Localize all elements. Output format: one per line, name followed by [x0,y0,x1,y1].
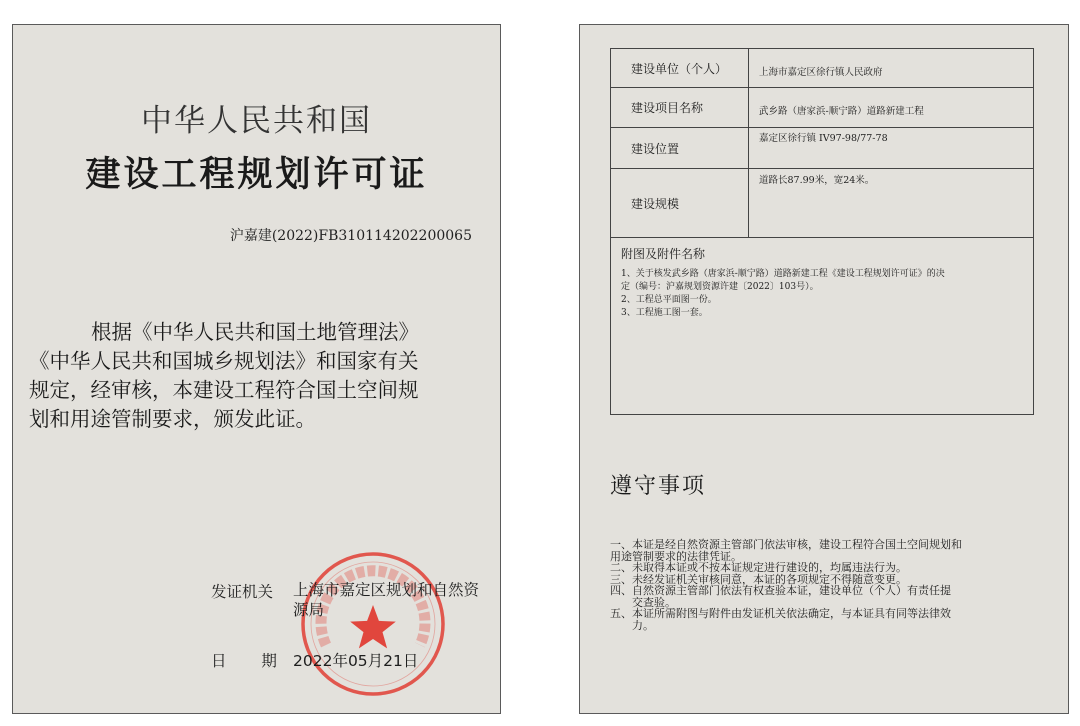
body-line: 划和用途管制要求，颁发此证。 [29,407,316,431]
table-row [611,169,1033,238]
note-line: 二、未取得本证或不按本证规定进行建设的，均属违法行为。 [610,561,907,574]
table-row [611,88,1033,128]
note-line: 一、本证是经自然资源主管部门依法审核，建设工程符合国土空间规划和 [610,538,962,551]
issue-date: 2022年05月21日 [293,652,419,670]
attachments-list [621,268,1031,320]
note-line: 三、未经发证机关审核同意，本证的各项规定不得随意变更。 [610,572,907,586]
row-label: 建设单位（个人） [611,49,749,87]
project-info-table [610,48,1034,415]
attachment-line: 1、关于核发武乡路（唐家浜-顺宁路）道路新建工程《建设工程规划许可证》的决 [621,269,945,279]
row-value: 嘉定区徐行镇 IV97-98/77-78 [759,133,888,144]
official-seal-image [298,549,448,699]
date-label: 日 期 [211,652,277,670]
table-row [611,49,1033,88]
note-line: 用途管制要求的法律凭证。 [610,549,742,563]
body-line: 规定，经审核，本建设工程符合国土空间规 [29,378,419,402]
permit-back-page [579,24,1069,714]
permit-front-page [12,24,501,714]
table-row [611,128,1033,169]
notes-list [610,539,1050,631]
note-line: 交查验。 [632,595,676,609]
notes-heading: 遵守事项 [610,474,707,499]
issuer-value: 上海市嘉定区规划和自然资源局 [293,581,480,619]
issuer-label: 发证机关 [211,583,274,601]
permit-body-text [29,318,491,434]
attachment-line: 2、工程总平面图一份。 [621,295,717,305]
body-line: 根据《中华人民共和国土地管理法》 [91,320,419,344]
row-label: 建设项目名称 [611,88,749,127]
attachments-title: 附图及附件名称 [621,247,706,261]
note-line: 力。 [632,618,654,632]
note-line: 四、自然资源主管部门依法有权查验本证，建设单位（个人）有责任提 [610,584,951,597]
row-label: 建设规模 [611,169,749,237]
country-name: 中华人民共和国 [141,103,372,139]
permit-number: 沪嘉建(2022)FB310114202200065 [229,228,472,244]
attachment-line: 3、工程施工图一套。 [621,308,708,318]
attachment-line: 定（编号：沪嘉规划资源许建〔2022〕103号）。 [621,282,819,292]
row-value: 武乡路（唐家浜-顺宁路）道路新建工程 [759,106,924,117]
body-line: 《中华人民共和国城乡规划法》和国家有关 [29,349,419,373]
row-value: 上海市嘉定区徐行镇人民政府 [759,67,883,78]
row-label: 建设位置 [611,128,749,168]
note-line: 五、本证所需附图与附件由发证机关依法确定，与本证具有同等法律效 [610,607,951,620]
row-value: 道路长87.99米，宽24米。 [759,175,875,186]
permit-title: 建设工程规划许可证 [85,155,428,195]
